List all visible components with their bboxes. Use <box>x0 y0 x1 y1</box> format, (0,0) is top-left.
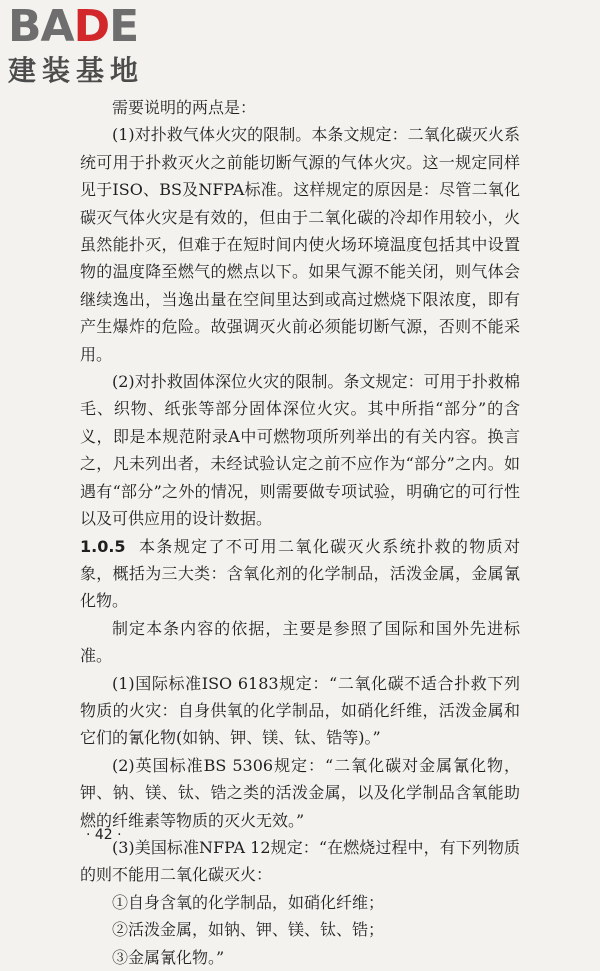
logo-wordmark <box>8 1 178 52</box>
list-item-2: ②活泼金属，如钠、钾、镁、钛、锆； <box>112 920 385 940</box>
paragraph-nfpa: (3)美国标准NFPA 12规定：“在燃烧过程中，有下列物质的则不能用二氧化碳灭火： <box>80 837 520 885</box>
page-number: · 42 · <box>86 827 122 843</box>
list-item-1: ①自身含氧的化学制品，如硝化纤维； <box>112 892 385 912</box>
logo-letter-d: D <box>73 1 110 52</box>
clause-paragraph <box>80 533 520 615</box>
logo-subtitle: 建装基地 <box>8 54 145 87</box>
paragraph-gas-fire: (1)对扑救气体火灾的限制。本条文规定：二氧化碳灭火系统可用于扑救灭火之前能切断气源的气体火灾。这一规定同样见于ISO、BS及NFPA标准。这样规定的原因是：尽管二氧化碳灭气体火灾是有效的，但由于二氧化碳的冷却作用较小，火虽然能扑灭，但难于在短时间内使火场环境温度包括其中设置物的温度降至燃气的燃点以下。如果气源不能关闭，则气体会继续逸出，当逸出量在空间里达到或高过燃烧下限浓度，即有产生爆炸的危险。故强调灭火前必须能切断气源，否则不能采用。 <box>80 125 520 364</box>
paragraph-bs: (2)英国标准BS 5306规定：“二氧化碳对金属氰化物，钾、钠、镁、钛、锆之类的活泼金属，以及化学制品含氧能助燃的纤维素等物质的灭火无效。” <box>80 755 520 830</box>
document-body <box>80 94 520 971</box>
paragraph-iso: (1)国际标准ISO 6183规定：“二氧化碳不适合扑救下列物质的火灾：自身供氧的化学制品，如硝化纤维，活泼金属和它们的氰化物(如钠、钾、镁、钛、锆等)。” <box>80 673 520 748</box>
paragraph-intro: 需要说明的两点是： <box>112 98 257 117</box>
logo-letter-e: E <box>109 1 139 52</box>
clause-number: 1.0.5 <box>80 536 126 556</box>
brand-logo <box>8 1 178 87</box>
logo-letters-ba: BA <box>8 1 74 52</box>
list-item-3: ③金属氰化物。” <box>112 947 225 967</box>
paragraph-solid-fire: (2)对扑救固体深位火灾的限制。条文规定：可用于扑救棉毛、织物、纸张等部分固体深位火灾。其中所指“部分”的含义，即是本规范附录A中可燃物项所列举出的有关内容。换言之，凡未列出者，未经试验认定之前不应作为“部分”之内。如遇有“部分”之外的情况，则需要做专项试验，明确它的可行性以及可供应用的设计数据。 <box>80 372 520 529</box>
clause-text: 本条规定了不可用二氧化碳灭火系统扑救的物质对象，概括为三大类：含氧化剂的化学制品，活泼金属，金属氰化物。 <box>80 536 520 611</box>
paragraph-basis: 制定本条内容的依据，主要是参照了国际和国外先进标准。 <box>80 618 520 666</box>
